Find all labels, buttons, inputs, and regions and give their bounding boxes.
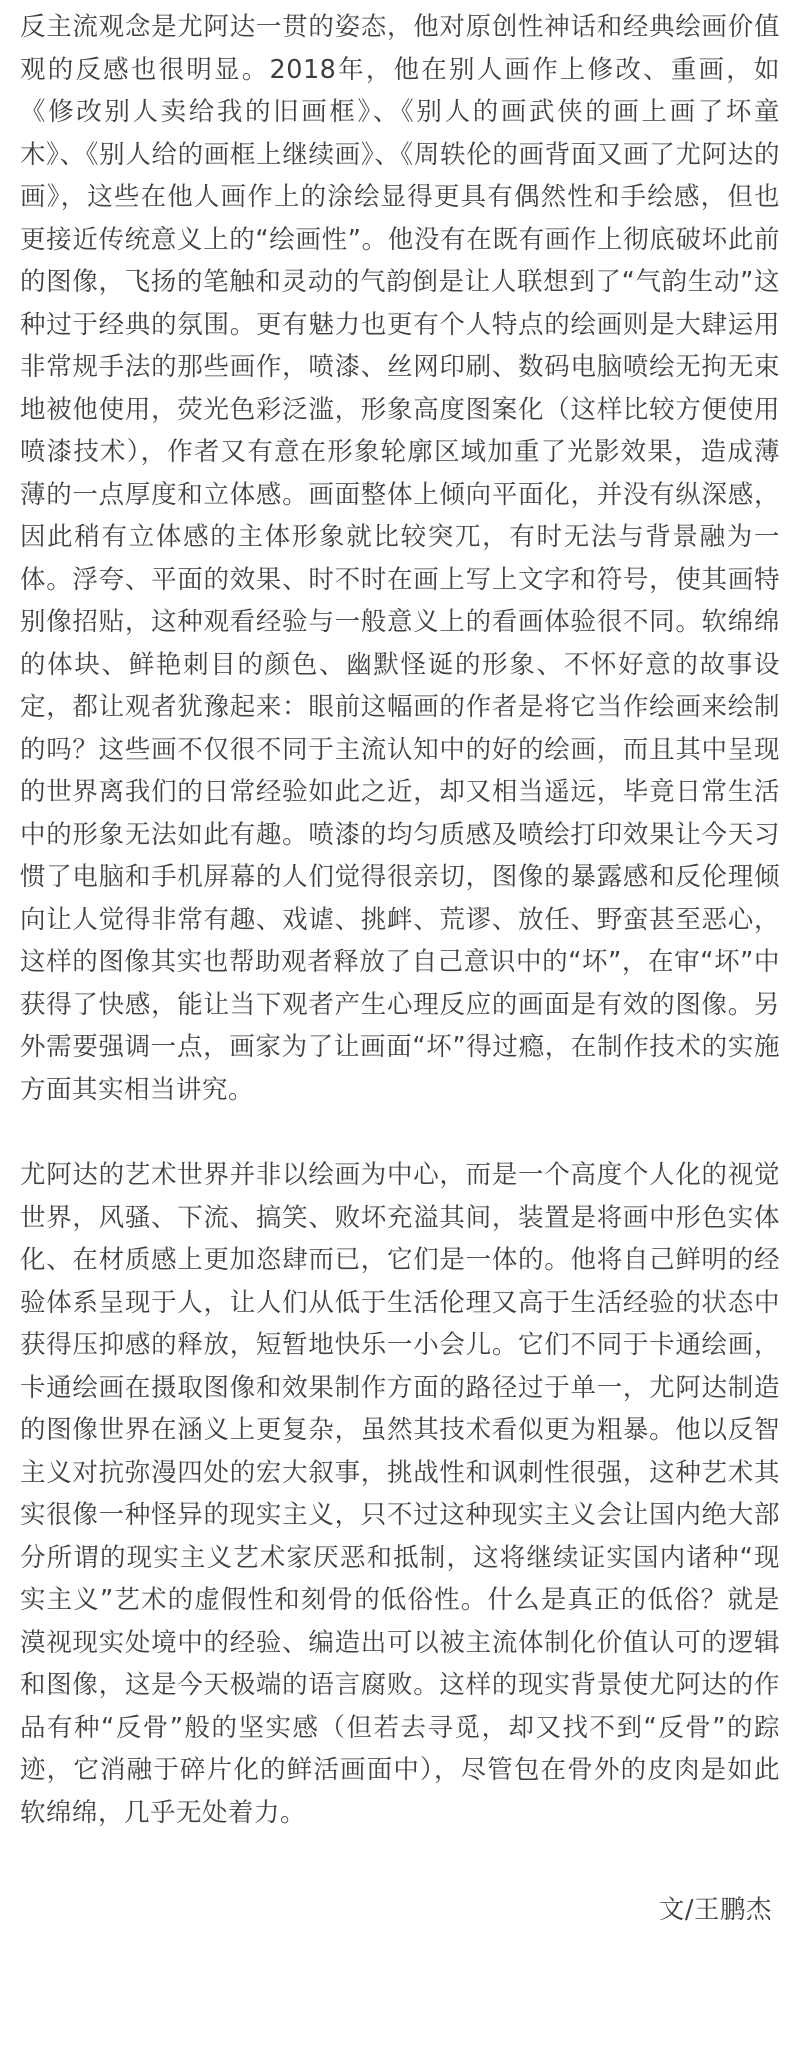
article-paragraph-2: 尤阿达的艺术世界并非以绘画为中心，而是一个高度个人化的视觉世界，风骚、下流、搞笑、败坏充溢其间，装置是将画中形色实体化、在材质感上更加恣肆而已，它们是一体的。他将自己鲜明的经验体系呈现于人，让人们从低于生活伦理又高于生活经验的状态中获得压抑感的释放，短暂地快乐一小会儿。它们不同于卡通绘画，卡通绘画在摄取图像和效果制作方面的路径过于单一，尤阿达制造的图像世界在涵义上更复杂，虽然其技术看似更为粗暴。他以反智主义对抗弥漫四处的宏大叙事，挑战性和讽刺性很强，这种艺术其实很像一种怪异的现实主义，只不过这种现实主义会让国内绝大部分所谓的现实主义艺术家厌恶和抵制，这将继续证实国内诸种“现实主义”艺术的虚假性和刻骨的低俗性。什么是真正的低俗？就是漠视现实处境中的经验、编造出可以被主流体制化价值认可的逻辑和图像，这是今天极端的语言腐败。这样的现实背景使尤阿达的作品有种“反骨”般的坚实感（但若去寻觅，却又找不到“反骨”的踪迹，它消融于碎片化的鲜活画面中），尽管包在骨外的皮肉是如此软绵绵，几乎无处着力。 [20,1160,780,1828]
author-byline: 文/王鹏杰 [658,1895,772,1925]
article-paragraph-1: 反主流观念是尤阿达一贯的姿态，他对原创性神话和经典绘画价值观的反感也很明显。2018年，他在别人画作上修改、重画，如《修改别人卖给我的旧画框》、《别人的画武侠的画上画了坏童木》、《别人给的画框上继续画》、《周轶伦的画背面又画了尤阿达的画》，这些在他人画作上的涂绘显得更具有偶然性和手绘感，但也更接近传统意义上的“绘画性”。他没有在既有画作上彻底破坏此前的图像，飞扬的笔触和灵动的气韵倒是让人联想到了“气韵生动”这种过于经典的氛围。更有魅力也更有个人特点的绘画则是大肆运用非常规手法的那些画作，喷漆、丝网印刷、数码电脑喷绘无拘无束地被他使用，荧光色彩泛滥，形象高度图案化（这样比较方便使用喷漆技术），作者又有意在形象轮廓区域加重了光影效果，造成薄薄的一点厚度和立体感。画面整体上倾向平面化，并没有纵深感，因此稍有立体感的主体形象就比较突兀，有时无法与背景融为一体。浮夸、平面的效果、时不时在画上写上文字和符号，使其画特别像招贴，这种观看经验与一般意义上的看画体验很不同。软绵绵的体块、鲜艳刺目的颜色、幽默怪诞的形象、不怀好意的故事设定，都让观者犹豫起来：眼前这幅画的作者是将它当作绘画来绘制的吗？这些画不仅很不同于主流认知中的好的绘画，而且其中呈现的世界离我们的日常经验如此之近，却又相当遥远，毕竟日常生活中的形象无法如此有趣。喷漆的均匀质感及喷绘打印效果让今天习惯了电脑和手机屏幕的人们觉得很亲切，图像的暴露感和反伦理倾向让人觉得非常有趣、戏谑、挑衅、荒谬、放任、野蛮甚至恶心，这样的图像其实也帮助观者释放了自己意识中的“坏”，在审“坏”中获得了快感，能让当下观者产生心理反应的画面是有效的图像。另外需要强调一点，画家为了让画面“坏”得过瘾，在制作技术的实施方面其实相当讲究。 [20,12,780,1105]
